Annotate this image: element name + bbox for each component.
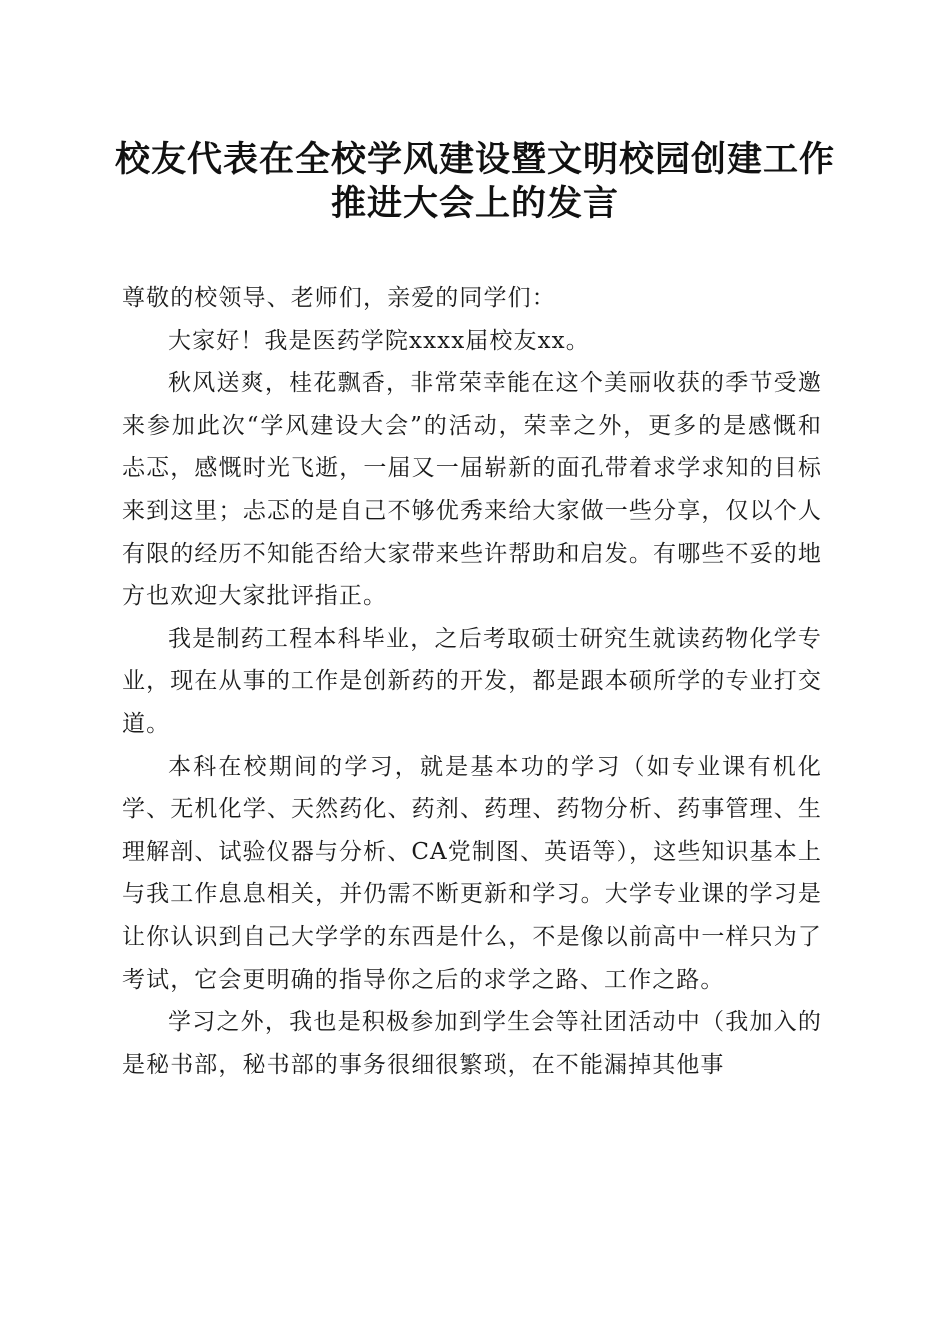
salutation: 尊敬的校领导、老师们，亲爱的同学们：: [122, 285, 556, 311]
paragraph-greeting: 大家好！我是医药学院xxxx届校友xx。: [168, 327, 590, 354]
document-title: [100, 138, 850, 226]
document-body: [122, 277, 822, 1086]
document-title-line-1: 校友代表在全校学风建设暨文明校园创建工作: [114, 139, 835, 180]
document-title-line-2: 推进大会上的发言: [330, 183, 619, 224]
paragraph-activities: 学习之外，我也是积极参加到学生会等社团活动中（我加入的是秘书部，秘书部的事务很细很繁琐，在不能漏掉其他事: [122, 1009, 822, 1078]
paragraph-background: 我是制药工程本科毕业，之后考取硕士研究生就读药物化学专业，现在从事的工作是创新药的开发，都是跟本硕所学的专业打交道。: [122, 625, 822, 737]
paragraph-undergraduate-study: 本科在校期间的学习，就是基本功的学习（如专业课有机化学、无机化学、天然药化、药剂、药理、药物分析、药事管理、生理解剖、试验仪器与分析、CA党制图、英语等），这些知识基本上与我工作息息相关，并仍需不断更新和学习。大学专业课的学习是让你认识到自己大学学的东西是什么，不是像以前高中一样只为了考试，它会更明确的指导你之后的求学之路、工作之路。: [122, 753, 822, 993]
paragraph-autumn: 秋风送爽，桂花飘香，非常荣幸能在这个美丽收获的季节受邀来参加此次“学风建设大会”的活动，荣幸之外，更多的是感慨和忐忑，感慨时光飞逝，一届又一届崭新的面孔带着求学求知的目标来到这里；忐忑的是自己不够优秀来给大家做一些分享，仅以个人有限的经历不知能否给大家带来些许帮助和启发。有哪些不妥的地方也欢迎大家批评指正。: [122, 370, 822, 610]
